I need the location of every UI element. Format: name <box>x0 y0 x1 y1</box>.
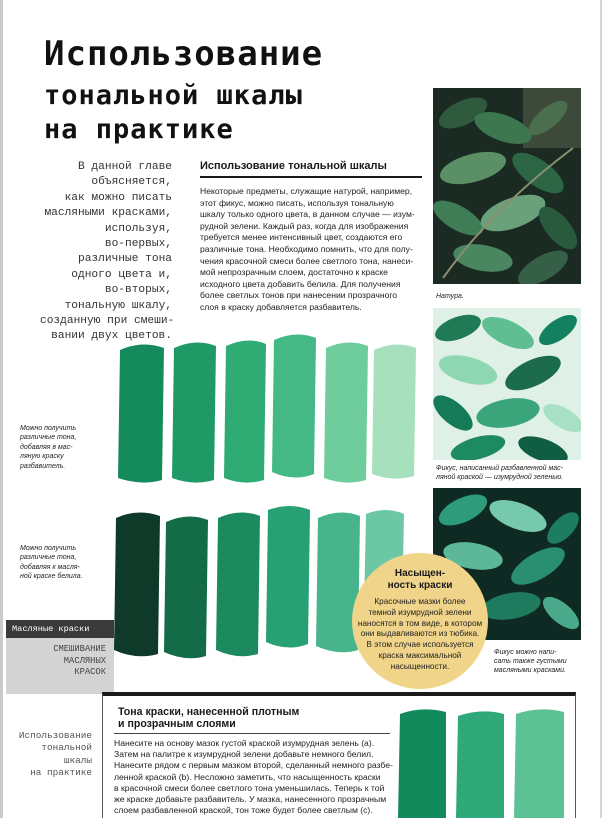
nav-menu-current-topic[interactable]: Использование тональной шкалы на практике <box>18 730 92 779</box>
tones-box-divider <box>114 733 390 734</box>
bubble-text: Красочные мазки более темной изумрудной зелени наносятся в том виде, в котором они выдавливаются из тюбика. В этом случае используется краска максимальной насыщенности. <box>357 597 483 671</box>
tones-box-swatches <box>396 700 572 818</box>
section-heading: Использование тональной шкалы <box>200 160 422 178</box>
nav-menu-header[interactable]: Масляные краски <box>6 620 114 638</box>
page-title-line-2: тональной шкалы <box>44 80 303 111</box>
section-body: Некоторые предметы, служащие натурой, например, этот фикус, можно писать, используя тональную шкалу только одного цвета, в данном случае — изум- рудной зелени. Каждый раз, когда для изображения требуется менее интенсивный цвет, создаются его различные тона. Необходимо помнить, что для полу- чения красочной смеси более светлого тона, нанеси- мой непрозрачным слоем, достаточно к краске исходного цвета добавить белила. Для получения более светлых тонов при нанесении прозрачного слоя в краску добавляется разбавитель. <box>200 186 415 312</box>
caption-photo-diluted: Фикус, написанный разбавленной мас- ляной краской — изумрудной зеленью. <box>436 465 564 482</box>
page-title-line-1: Использование <box>44 34 324 74</box>
caption-photo-natural: Натура. <box>436 293 464 300</box>
nav-menu-section-label: СМЕШИВАНИЕ МАСЛЯНЫХ КРАСОК <box>53 644 106 678</box>
ficus-painting-diluted <box>433 308 581 460</box>
caption-photo-thick: Фикус можно напи- сать также густыми масляными красками. <box>494 649 567 675</box>
intro-text: В данной главе объясняется, как можно писать масляными красками, используя, во-первых, различные тона одного цвета и, во-вторых, тональную шкалу, созданную при смеши- вании двух цветов. <box>40 161 175 343</box>
caption-swatches-diluted: Можно получить различные тона, добавляя в мас- ляную краску разбавитель. <box>20 425 77 470</box>
bubble-title: Насыщен- ность краски <box>387 568 453 591</box>
swatches-diluted <box>112 330 422 490</box>
ficus-photo-natural <box>433 88 581 284</box>
tones-box-text: Нанесите на основу мазок густой краской изумрудная зелень (a). Затем на палитре к изумрудной зелени добавьте немного белил. Нанесите рядом с первым мазком второй, сделанный немного разбе- ленной краской (b). Несложно заметить, что насыщенность краски в красочной смеси более светлого тона уменьшилась. Теперь к той же краске добавьте разбавитель. У мазка, нанесенного прозрачным слоем разбавленной краской, тон тоже будет более светлым (c). <box>114 738 393 816</box>
caption-swatches-with-white: Можно получить различные тона, добавляя к масля- ной краске белила. <box>20 545 83 581</box>
tones-box-title: Тона краски, нанесенной плотным и прозрачным слоями <box>118 706 300 731</box>
page-title-line-3: на практике <box>44 114 234 145</box>
